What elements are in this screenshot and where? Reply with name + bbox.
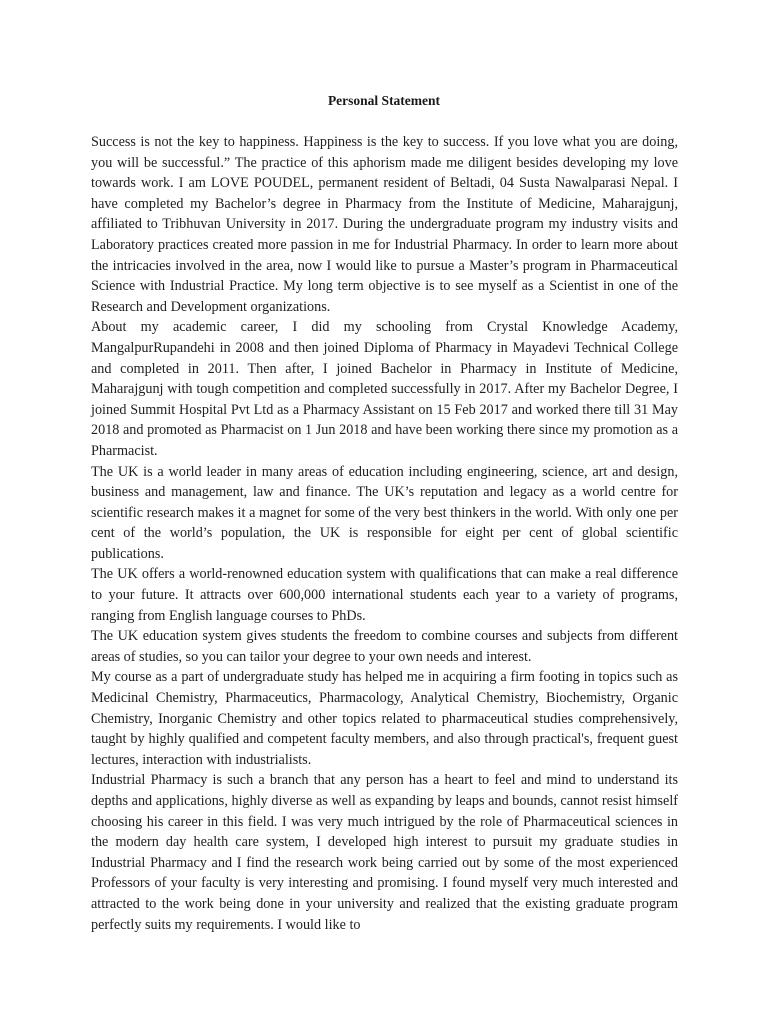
paragraph-undergraduate-course: My course as a part of undergraduate study has helped me in acquiring a firm footing in topics such as Medicinal Chemistry, Pharmaceutics, Pharmacology, Analytical Chemistry, Biochemistry, Organic Chemistry, Inorganic Chemistry and other topics related to pharmaceutical studies comprehensively, taught by highly qualified and competent faculty members, and also through practical's, frequent guest lectures, interaction with industrialists. (91, 669, 678, 768)
paragraph-uk-leader: The UK is a world leader in many areas of education including engineering, science, art and design, business and management, law and finance. The UK’s reputation and legacy as a world centre for scientific research makes it a magnet for some of the very best thinkers in the world. With only one per cent of the world’s population, the UK is responsible for eight per cent of global scientific publications. (91, 463, 678, 562)
paragraph-industrial-pharmacy: Industrial Pharmacy is such a branch that any person has a heart to feel and mind to understand its depths and applications, highly diverse as well as expanding by leaps and bounds, cannot resist himself choosing his career in this field. I was very much intrigued by the role of Pharmaceutical sciences in the modern day health care system, I developed high interest to pursuit my graduate studies in Industrial Pharmacy and I find the research work being carried out by some of the most experienced Professors of your faculty is very interesting and promising. I found myself very much interested and attracted to the work being done in your university and realized that the existing graduate program perfectly suits my requirements. I would like to (91, 772, 678, 933)
document-body (91, 132, 678, 935)
paragraph-academic-career: About my academic career, I did my schooling from Crystal Knowledge Academy, MangalpurRupandehi in 2008 and then joined Diploma of Pharmacy in Mayadevi Technical College and completed in 2011. Then after, I joined Bachelor in Pharmacy in Institute of Medicine, Maharajgunj with tough competition and completed successfully in 2017. After my Bachelor Degree, I joined Summit Hospital Pvt Ltd as a Pharmacy Assistant on 15 Feb 2017 and worked there till 31 May 2018 and promoted as Pharmacist on 1 Jun 2018 and have been working there since my promotion as a Pharmacist. (91, 319, 678, 459)
paragraph-uk-system: The UK education system gives students the freedom to combine courses and subjects from different areas of studies, so you can tailor your degree to your own needs and interest. (91, 628, 678, 665)
paragraph-uk-education: The UK offers a world-renowned education system with qualifications that can make a real difference to your future. It attracts over 600,000 international students each year to a variety of programs, ranging from English language courses to PhDs. (91, 566, 678, 624)
paragraph-intro: Success is not the key to happiness. Happiness is the key to success. If you love what you are doing, you will be successful.” The practice of this aphorism made me diligent besides developing my love towards work. I am LOVE POUDEL, permanent resident of Beltadi, 04 Susta Nawalparasi Nepal. I have completed my Bachelor’s degree in Pharmacy from the Institute of Medicine, Maharajgunj, affiliated to Tribhuvan University in 2017. During the undergraduate program my industry visits and Laboratory practices created more passion in me for Industrial Pharmacy. In order to learn more about the intricacies involved in the area, now I would like to pursue a Master’s program in Pharmaceutical Science with Industrial Practice. My long term objective is to see myself as a Scientist in one of the Research and Development organizations. (91, 134, 678, 315)
document-title: Personal Statement (327, 93, 441, 108)
